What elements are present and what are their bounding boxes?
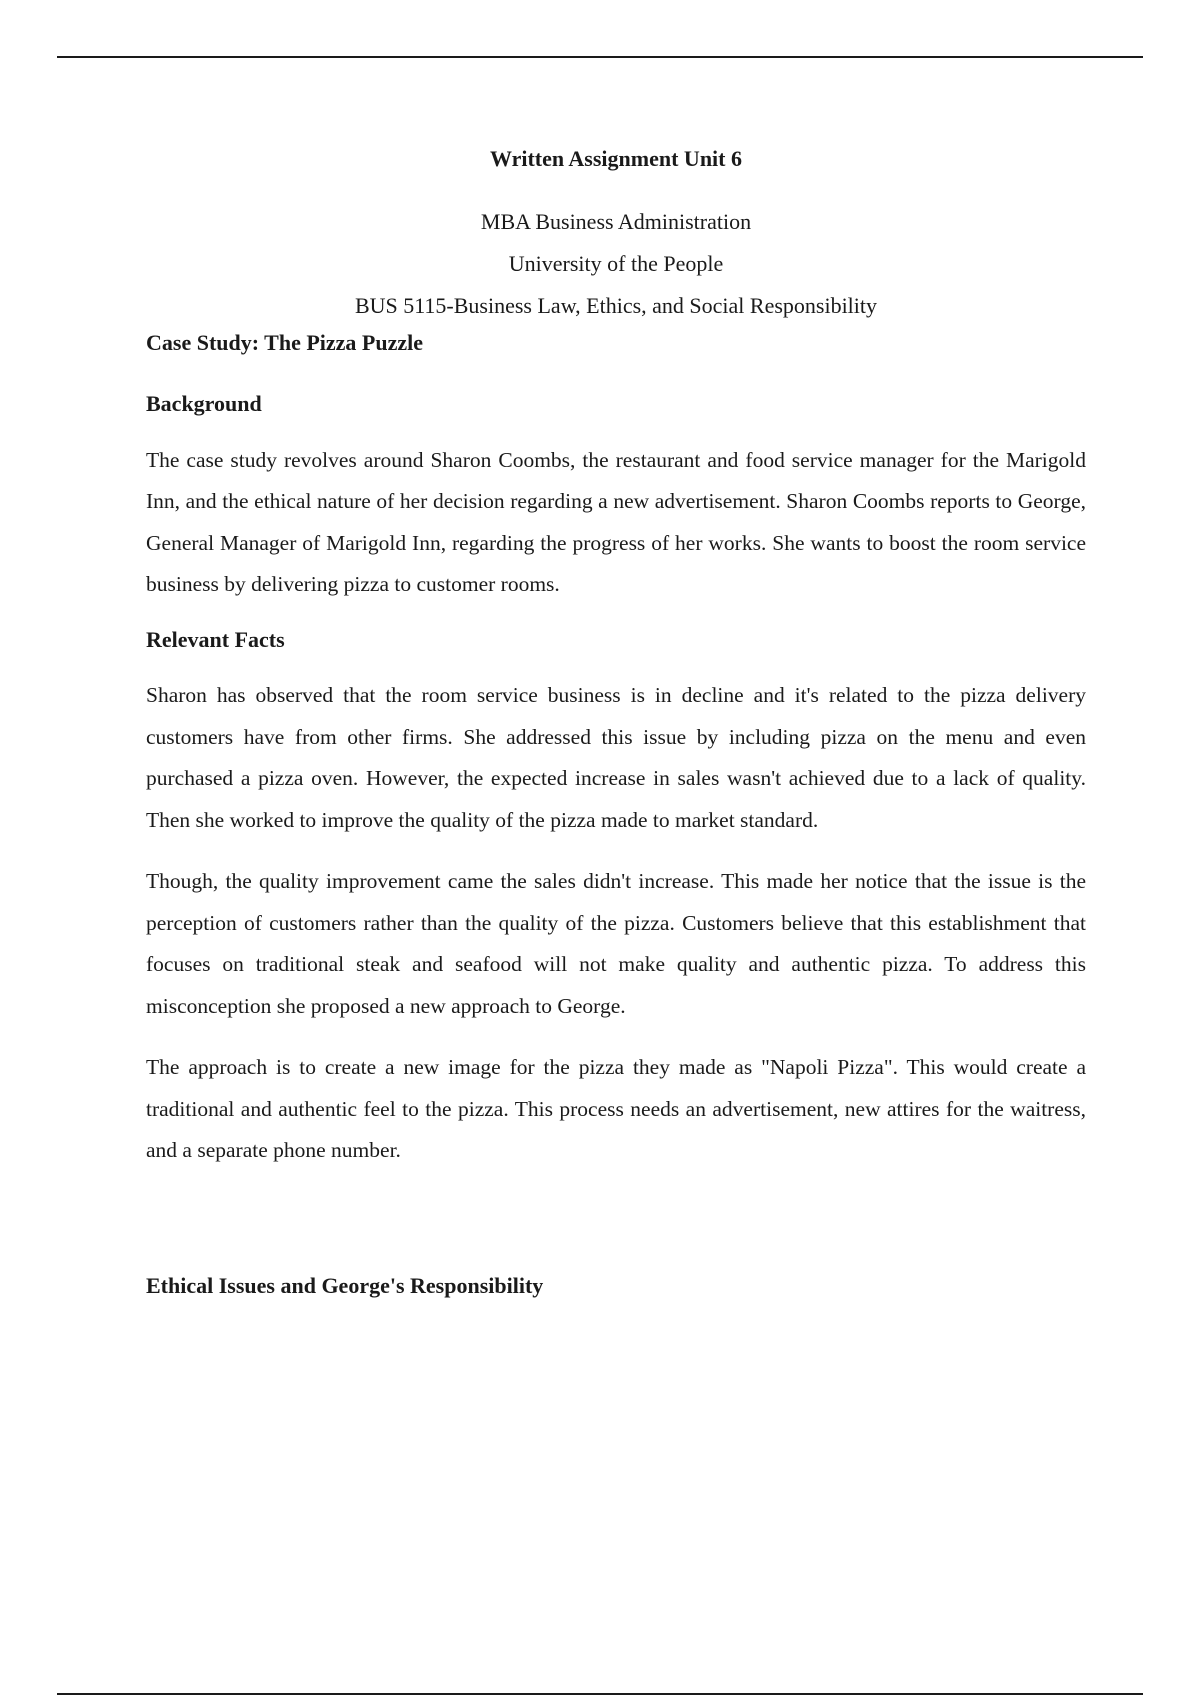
facts-paragraph-3: The approach is to create a new image for the pizza they made as "Napoli Pizza". This would create a traditional and authentic feel to the pizza. This process needs an advertisement, new attires for the waitress, and a separate phone number. — [146, 1055, 1086, 1163]
document-page — [146, 140, 1086, 1300]
facts-paragraph-1: Sharon has observed that the room service business is in decline and it's related to the pizza delivery customers have from other firms. She addressed this issue by including pizza on the menu and even purchased a pizza oven. However, the expected increase in sales wasn't achieved due to a lack of quality. Then she worked to improve the quality of the pizza made to market standard. — [146, 683, 1086, 832]
document-title: Written Assignment Unit 6 — [490, 146, 742, 171]
bottom-rule — [57, 1693, 1143, 1695]
background-heading: Background — [146, 391, 262, 417]
background-paragraph: The case study revolves around Sharon Coombs, the restaurant and food service manager for the Marigold Inn, and the ethical nature of her decision regarding a new advertisement. Sharon Coombs reports to George, General Manager of Marigold Inn, regarding the progress of her works. She wants to boost the room service business by delivering pizza to customer rooms. — [146, 447, 1086, 597]
top-rule — [57, 56, 1143, 58]
relevant-facts-heading: Relevant Facts — [146, 626, 285, 652]
facts-paragraph-2: Though, the quality improvement came the sales didn't increase. This made her notice that the issue is the perception of customers rather than the quality of the pizza. Customers believe that this establishment that focuses on traditional steak and seafood will not make quality and authentic pizza. To address this misconception she proposed a new approach to George. — [146, 869, 1086, 1018]
program-line: MBA Business Administration — [480, 208, 752, 234]
case-study-heading: Case Study: The Pizza Puzzle — [146, 329, 424, 355]
course-line: BUS 5115-Business Law, Ethics, and Social Responsibility — [354, 292, 878, 318]
ethical-issues-heading: Ethical Issues and George's Responsibility — [146, 1272, 544, 1298]
university-line: University of the People — [508, 250, 724, 276]
